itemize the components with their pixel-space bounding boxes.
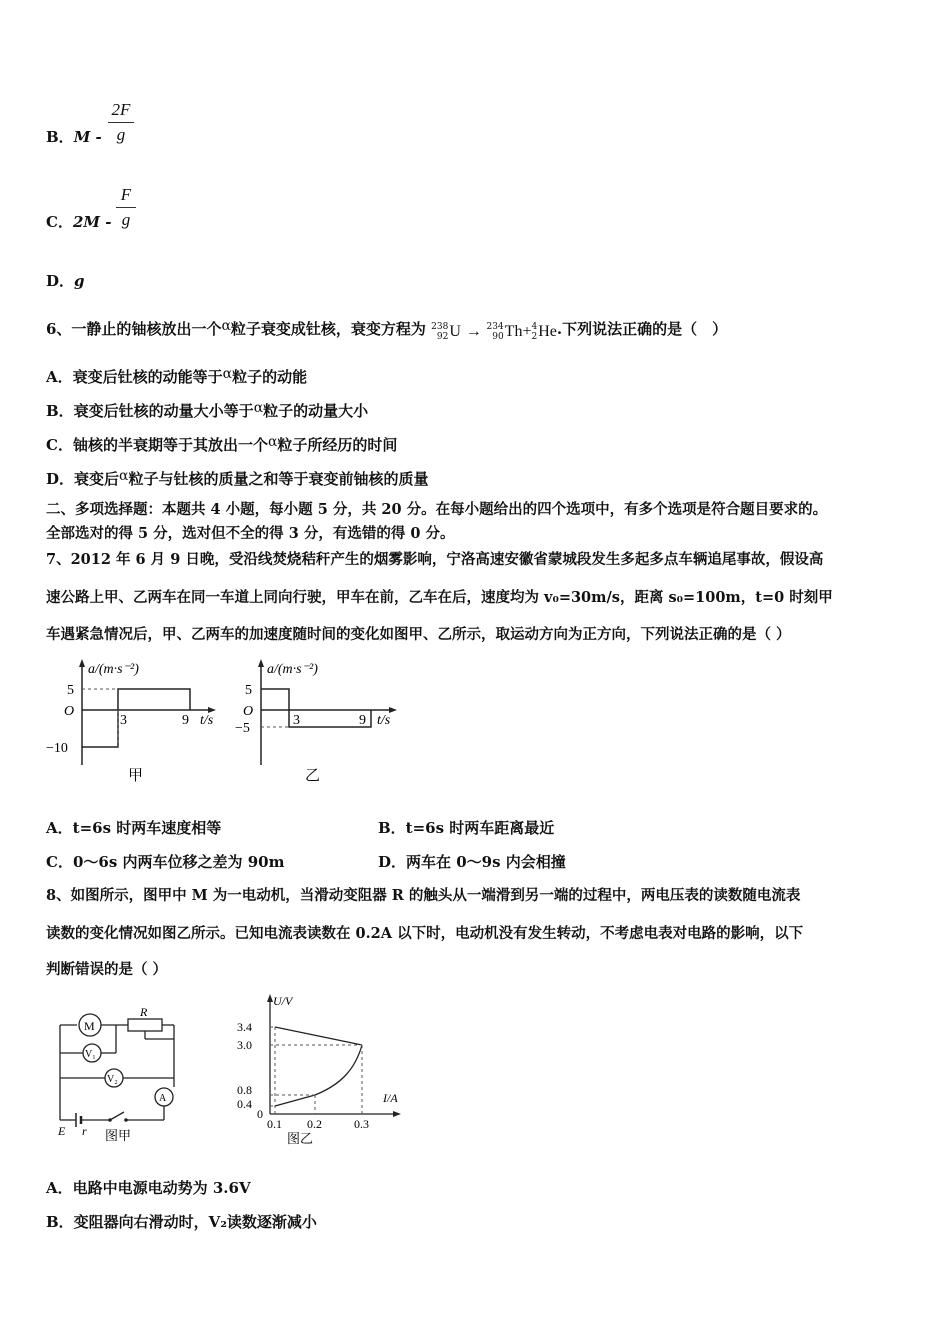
g1-xtick-3: 3 — [120, 713, 127, 728]
g1-ytick-neg10: −10 — [46, 741, 68, 756]
section2-line1: 二、多项选择题：本题共 4 小题，每小题 5 分，共 20 分。在每小题给出的四个选项中，有多个选项是符合题目要求的。 — [46, 501, 828, 518]
q5-option-c: C．2M - — [46, 213, 112, 231]
q8-ytick-3.0: 3.0 — [237, 1038, 252, 1052]
g2-origin: O — [243, 704, 254, 719]
g2-ytick-neg5: −5 — [235, 721, 250, 736]
q7-line2: 速公路上甲、乙两车在同一车道上同向行驶，甲车在前，乙车在后，速度均为 v₀=30m/s，距离 s₀=100m，t=0 时刻甲 — [46, 589, 833, 606]
q8-circuit — [50, 1005, 190, 1145]
g2-xtick-3: 3 — [293, 713, 300, 728]
q8-graph-caption: 图乙 — [287, 1131, 314, 1146]
g1-xtick-9: 9 — [182, 713, 189, 728]
q8-line3: 判断错误的是（ ） — [46, 961, 168, 978]
g2-ylabel: a/(m·s⁻²) — [267, 662, 318, 677]
q8-xtick-0.1: 0.1 — [267, 1117, 282, 1131]
g1-ylabel: a/(m·s⁻²) — [88, 662, 139, 677]
q7-option-a: A．t=6s 时两车速度相等 — [46, 819, 222, 837]
q8-v1-line — [275, 1027, 362, 1045]
q6-option-d: D．衰变后α粒子与钍核的质量之和等于衰变前铀核的质量 — [46, 468, 429, 488]
q5-option-d: D．g — [46, 272, 85, 290]
q8-option-a: A．电路中电源电动势为 3.6V — [46, 1179, 251, 1197]
q8-line2: 读数的变化情况如图乙所示。已知电流表读数在 0.2A 以下时，电动机没有发生转动，不考虑电表对电路的影响，以下 — [46, 925, 804, 942]
g1-origin: O — [64, 704, 75, 719]
q7-option-c: C．0～6s 内两车位移之差为 90m — [46, 853, 285, 871]
g2-accel-line — [261, 689, 371, 727]
q8-ytick-0.8: 0.8 — [237, 1083, 252, 1097]
q6-option-c: C．铀核的半衰期等于其放出一个α粒子所经历的时间 — [46, 434, 398, 454]
q8-ytick-3.4: 3.4 — [237, 1020, 252, 1034]
ammeter-label: A — [159, 1093, 167, 1104]
g2-xlabel: t/s — [377, 713, 391, 728]
switch-symbol — [110, 1112, 124, 1120]
q6-stem: 6、一静止的铀核放出一个α粒子衰变成钍核，衰变方程为 238 92 U → 234 90 Th+ 4 2 He.下列说法正确的是（ ） — [46, 318, 728, 342]
q5-option-c-fraction: F g — [116, 185, 136, 230]
g2-xtick-9: 9 — [359, 713, 366, 728]
g2-ytick-5: 5 — [245, 683, 252, 698]
voltmeter-v2-label: V₂ — [107, 1074, 118, 1085]
q8-xlabel: I/A — [383, 1091, 398, 1105]
g1-xlabel: t/s — [200, 713, 214, 728]
q7-graph-yi — [225, 655, 415, 790]
circuit-caption: 图甲 — [105, 1128, 132, 1143]
q8-xtick-0.3: 0.3 — [354, 1117, 369, 1131]
g2-y-arrow — [258, 659, 264, 667]
q7-graph-jia — [40, 655, 230, 790]
q6-option-b: B．衰变后钍核的动量大小等于α粒子的动量大小 — [46, 400, 369, 420]
q7-line3: 车遇紧急情况后，甲、乙两车的加速度随时间的变化如图甲、乙所示，取运动方向为正方向，下列说法正确的是（ ） — [46, 626, 791, 643]
emf-label: E — [58, 1124, 66, 1138]
section2-line2: 全部选对的得 5 分，选对但不全的得 3 分，有选错的得 0 分。 — [46, 525, 455, 542]
q8-ylabel: U/V — [273, 994, 293, 1008]
q8-ytick-0.4: 0.4 — [237, 1097, 252, 1111]
g1-caption: 甲 — [128, 768, 144, 784]
q7-option-d: D．两车在 0～9s 内会相撞 — [378, 853, 566, 871]
q8-option-b: B．变阻器向右滑动时，V₂读数逐渐减小 — [46, 1213, 317, 1231]
rheostat-label: R — [140, 1005, 148, 1019]
q8-graph — [205, 990, 420, 1150]
q5-option-b: B．M - — [46, 128, 102, 146]
decay-equation: 238 92 U → 234 90 Th+ 4 2 He — [431, 322, 557, 342]
internal-resistance-label: r — [82, 1124, 87, 1138]
q8-v2-curve — [275, 1045, 362, 1106]
g1-ytick-5: 5 — [67, 683, 74, 698]
q5-option-b-fraction: 2F g — [108, 100, 134, 145]
voltmeter-v1-label: V₁ — [85, 1049, 96, 1060]
q8-line1: 8、如图所示，图甲中 M 为一电动机，当滑动变阻器 R 的触头从一端滑到另一端的过程中，两电压表的读数随电流表 — [46, 887, 801, 904]
g2-caption: 乙 — [305, 768, 321, 784]
rheostat-symbol — [128, 1019, 162, 1031]
q6-option-a: A．衰变后钍核的动能等于α粒子的动能 — [46, 366, 308, 386]
q8-ytick-0: 0 — [257, 1107, 263, 1121]
q7-line1: 7、2012 年 6 月 9 日晚，受沿线焚烧秸秆产生的烟雾影响，宁洛高速安徽省蒙城段发生多起多点车辆追尾事故，假设高 — [46, 551, 824, 568]
g1-accel-line — [82, 689, 190, 747]
g1-y-arrow — [79, 659, 85, 667]
q8-xtick-0.2: 0.2 — [307, 1117, 322, 1131]
motor-label: M — [84, 1019, 95, 1033]
q7-option-b: B．t=6s 时两车距离最近 — [378, 819, 555, 837]
